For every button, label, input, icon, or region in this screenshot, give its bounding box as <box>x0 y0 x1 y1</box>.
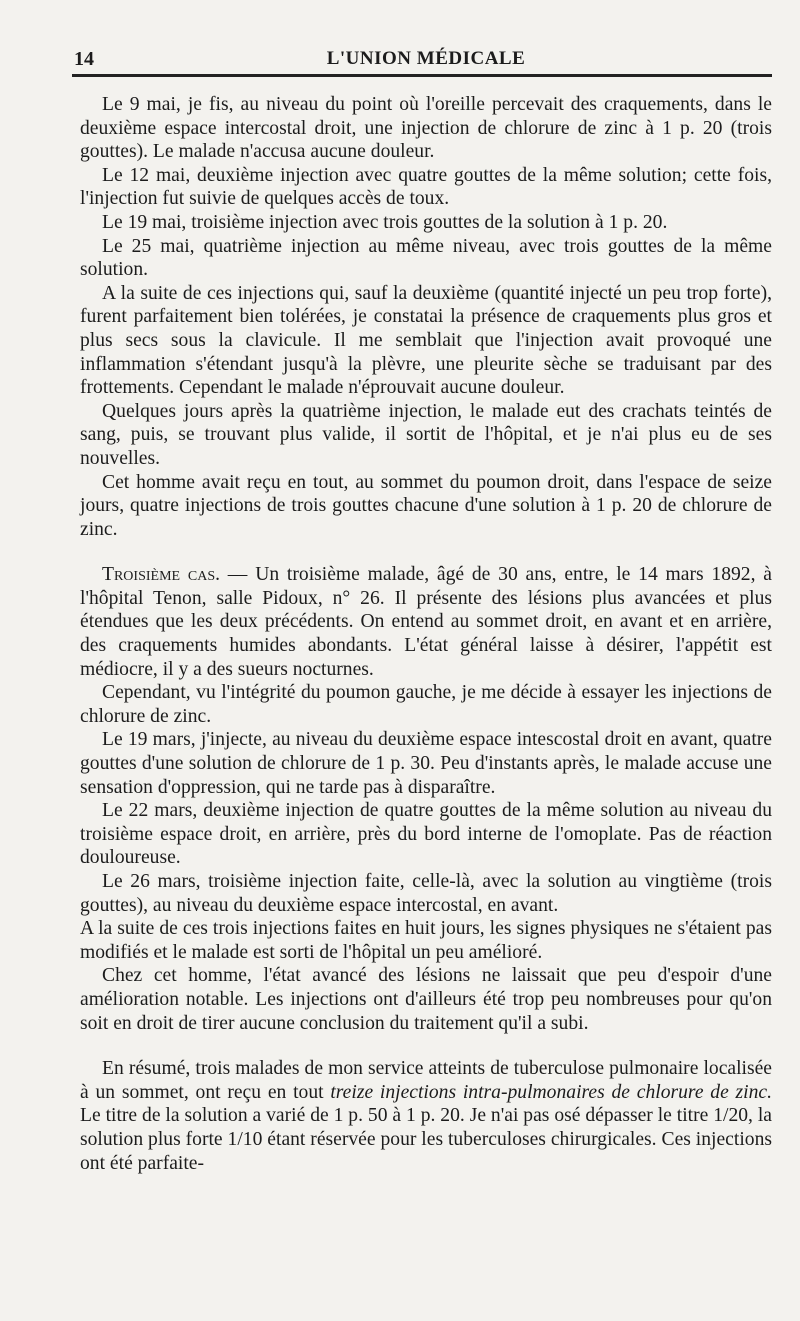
body-text <box>80 93 772 541</box>
paragraph: Le 19 mars, j'injecte, au niveau du deuxième espace intescostal droit en avant, quatre gouttes d'une solution de chlorure de 1 p. 30. Peu d'instants après, le malade accuse une sensation d'oppression, qui ne tarde pas à disparaître. <box>80 729 772 798</box>
summary-paragraph <box>80 1057 772 1175</box>
summary-text-start: En résumé, trois malades de mon service atteints de tuberculose pulmonaire localisée à un sommet, ont reçu en tout <box>80 1058 772 1103</box>
paragraph: A la suite de ces trois injections faites en huit jours, les signes physiques ne s'étaient pas modifiés et le malade est sorti de l'hôpital un peu amélioré. <box>80 918 772 963</box>
paragraph: Cet homme avait reçu en tout, au sommet du poumon droit, dans l'espace de seize jours, quatre injections de trois gouttes chacune d'une solution à 1 p. 20 de chlorure de zinc. <box>80 471 772 540</box>
page-number: 14 <box>74 48 94 70</box>
section-gap <box>80 1035 772 1057</box>
paragraph: Le 9 mai, je fis, au niveau du point où l'oreille percevait des craquements, dans le deuxième espace intercostal droit, une injection de chlorure de zinc à 1 p. 20 (trois gouttes). Le malade n'accusa aucune douleur. <box>80 94 772 163</box>
summary-emphasis: treize injections intra-pulmonaires de chlorure de zinc. <box>330 1081 773 1103</box>
paragraph: Le 22 mars, deuxième injection de quatre gouttes de la même solution au niveau du troisième espace droit, en arrière, près du bord interne de l'omoplate. Pas de réaction douloureuse. <box>80 800 772 869</box>
page-header <box>74 44 772 74</box>
summary-text-end: Le titre de la solution a varié de 1 p. 50 à 1 p. 20. Je n'ai pas osé dépasser le titre 1/20, la solution plus forte 1/10 étant réservée pour les tuberculoses chirurgicales. Ces injections ont été parfaite- <box>80 1105 772 1174</box>
paragraph: Chez cet homme, l'état avancé des lésions ne laissait que peu d'espoir d'une amélioration notable. Les injections ont d'ailleurs été trop peu nombreuses pour qu'on soit en droit de tirer aucune conclusion du traitement qu'il a subi. <box>80 965 772 1034</box>
paragraph: Le 19 mai, troisième injection avec trois gouttes de la solution à 1 p. 20. <box>102 211 668 233</box>
section-gap <box>80 541 772 563</box>
paragraph: A la suite de ces injections qui, sauf la deuxième (quantité injecté un peu trop forte), furent parfaitement bien tolérées, je constatai la présence de craquements plus gros et plus secs sous la clavicule. Il me semblait que l'injection avait provoqué une inflammation s'étendant jusqu'à la plèvre, une pleurite sèche se traduisant par des frottements. Cependant le malade n'éprouvait aucune douleur. <box>80 282 772 399</box>
third-case-label: Troisième cas. <box>102 564 221 586</box>
paragraph: Le 25 mai, quatrième injection au même niveau, avec trois gouttes de la même solution. <box>80 235 772 281</box>
header-rule <box>72 74 772 77</box>
third-case-section <box>80 563 772 1035</box>
paragraph: Le 26 mars, troisième injection faite, celle-là, avec la solution au vingtième (trois gouttes), au niveau du deuxième espace intercostal, en avant. <box>80 871 772 916</box>
running-title: L'UNION MÉDICALE <box>326 48 526 69</box>
paragraph: Cependant, vu l'intégrité du poumon gauche, je me décide à essayer les injections de chlorure de zinc. <box>80 682 772 727</box>
paragraph: Quelques jours après la quatrième injection, le malade eut des crachats teintés de sang, puis, se trouvant plus valide, il sortit de l'hôpital, et je n'ai plus eu de ses nouvelles. <box>80 400 772 469</box>
paragraph: Le 12 mai, deuxième injection avec quatre gouttes de la même solution; cette fois, l'injection fut suivie de quelques accès de toux. <box>80 164 772 210</box>
third-case-intro <box>80 563 772 681</box>
third-case-intro-text: — Un troisième malade, âgé de 30 ans, entre, le 14 mars 1892, à l'hôpital Tenon, salle Pidoux, n° 26. Il présente des lésions plus avancées et plus étendues que les deux précédents. On entend au sommet droit, en avant et en arrière, des craquements humides abondants. L'état général laisse à désirer, l'appétit est médiocre, il y a des sueurs nocturnes. <box>80 564 772 680</box>
